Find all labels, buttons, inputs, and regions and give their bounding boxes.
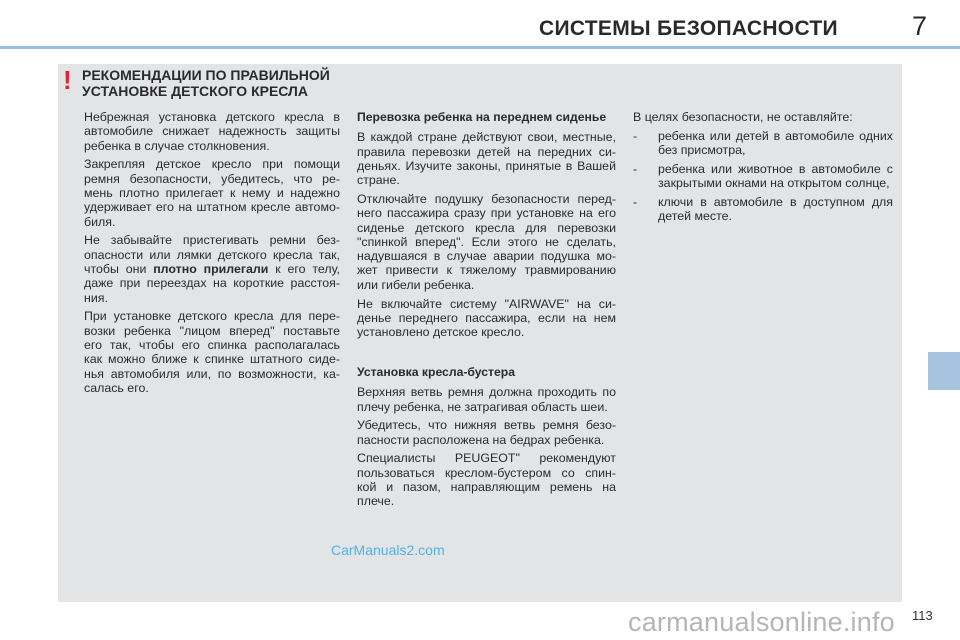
- bullet-dash: -: [633, 161, 638, 176]
- text-line: сиденье детского кресла для перевозки: [357, 220, 616, 235]
- text-line: закрытыми окнами на открытом солнце,: [658, 176, 890, 191]
- chapter-number: 7: [912, 11, 928, 41]
- text-line: без присмотра,: [658, 143, 746, 158]
- text-line: плече.: [357, 494, 395, 509]
- paragraph: [357, 418, 616, 447]
- warning-title-line: УСТАНОВКЕ ДЕТСКОГО КРЕСЛА: [82, 83, 308, 99]
- bullet-dash: -: [633, 194, 638, 209]
- text-line: Не включайте систему "AIRWAVE" на си-: [357, 296, 616, 311]
- heading-booster: Установка кресла-бустера: [357, 364, 516, 379]
- column-3: [633, 110, 893, 228]
- text-line: Небрежная установка детского кресла в: [84, 110, 340, 124]
- text-line: Убедитесь, что нижняя ветвь ремня безо-: [357, 418, 616, 433]
- bullet-item: [633, 162, 893, 191]
- text-line: установлено детское кресло.: [357, 325, 525, 340]
- warning-title: [82, 67, 330, 99]
- safety-bullet-list: [633, 129, 893, 224]
- heading-front-seat: Перевозка ребенка на переднем сиденье: [357, 110, 607, 124]
- bullet-text: [658, 129, 893, 158]
- paragraph: [84, 157, 340, 228]
- text-line: него пассажира сразу при установке на его: [357, 206, 616, 221]
- text-line: Закрепляя детское кресло при помощи: [84, 157, 340, 172]
- watermark-link[interactable]: CarManuals2.com: [331, 542, 445, 558]
- text-line: Верхняя ветвь ремня должна проходить по: [357, 385, 616, 400]
- text-line: деньях. Изучите законы, принятые в Вашей: [357, 158, 616, 173]
- warning-title-line: РЕКОМЕНДАЦИИ ПО ПРАВИЛЬНОЙ: [82, 67, 330, 83]
- safety-intro: В целях безопасности, не оставляйте:: [633, 110, 853, 124]
- front-seat-paragraphs: [357, 130, 616, 339]
- text-line: детей месте.: [658, 209, 732, 224]
- text-line: В каждой стране действуют свои, местные,: [357, 130, 616, 145]
- text-line: Не забывайте пристегивать ремни без-: [84, 233, 340, 248]
- text-line: "спинкой вперед". Если этого не сделать,: [357, 234, 616, 249]
- paragraph: [357, 385, 616, 414]
- text-line: стране.: [357, 173, 400, 188]
- text-line: нья автомобиля или, по возможности, ка-: [84, 366, 340, 381]
- column-1: [84, 110, 340, 400]
- column-2: [357, 110, 616, 513]
- paragraph: [357, 130, 616, 187]
- bullet-text: [658, 195, 893, 224]
- text-line: даже при переездах на короткие расстоя-: [84, 276, 340, 291]
- chapter-title: СИСТЕМЫ БЕЗОПАСНОСТИ: [539, 17, 838, 40]
- text-line: опасности или лямки детского кресла так,: [84, 247, 340, 262]
- bullet-dash: -: [633, 128, 638, 143]
- text-line: При установке детского кресла для пере-: [84, 309, 340, 324]
- header-rule: [0, 46, 960, 49]
- text-line: денье переднего пассажира, если на нем: [357, 310, 616, 325]
- page-number: 113: [912, 608, 933, 623]
- text-line: жет привести к тяжелому травмированию: [357, 263, 616, 278]
- bullet-text: [658, 162, 893, 191]
- text-line: или гибели ребенка.: [357, 277, 475, 292]
- text-line: правила перевозки детей на передних си-: [357, 144, 616, 159]
- bullet-item: [633, 129, 893, 158]
- text-line: ключи в автомобиле в доступном для: [658, 194, 893, 209]
- text-line: ремня безопасности, убедитесь, что ре-: [84, 171, 340, 186]
- text-line: его так, чтобы его спинка располагалась: [84, 337, 340, 352]
- text-line: как можно ближе к спинке штатного сиде-: [84, 352, 340, 367]
- text-line: ребенка или животное в автомобиле с: [658, 161, 893, 176]
- text-line: салась его.: [84, 380, 149, 395]
- text-line: биля.: [84, 214, 116, 229]
- column-1-paragraphs: [84, 110, 340, 395]
- site-watermark: carmanualsonline.info: [628, 607, 895, 637]
- paragraph: [84, 110, 340, 153]
- text-line: надувшаяся в случае аварии подушка мо-: [357, 249, 616, 264]
- text-line: плечу ребенка, не затрагивая область шеи.: [357, 399, 608, 414]
- paragraph: [357, 451, 616, 508]
- booster-paragraphs: [357, 385, 616, 508]
- text-line: Специалисты PEUGEOT" рекомендуют: [357, 451, 616, 466]
- bullet-item: [633, 195, 893, 224]
- text-line: ребенка в случае столкновения.: [84, 138, 270, 153]
- paragraph: [84, 309, 340, 395]
- paragraph: [84, 233, 340, 304]
- chapter-side-tab: [928, 352, 960, 390]
- text-line: автомобиле снижает надежность защиты: [84, 124, 340, 139]
- paragraph: [357, 297, 616, 340]
- paragraph: [357, 192, 616, 292]
- warning-icon: !: [63, 65, 72, 95]
- text-line: удерживает его на штатном кресле автомо-: [84, 200, 340, 215]
- text-line: мень плотно прилегает к нему и надежно: [84, 185, 340, 200]
- text-line: ребенка или детей в автомобиле одних: [658, 128, 893, 143]
- text-line: кой и пазом, направляющим ремень на: [357, 480, 616, 495]
- text-line: возки ребенка "лицом вперед" поставьте: [84, 323, 340, 338]
- text-line: пасности расположена на бедрах ребенка.: [357, 432, 605, 447]
- text-line: пользоваться креслом-бустером со спин-: [357, 465, 616, 480]
- text-line: ния.: [84, 290, 108, 305]
- text-line: Отключайте подушку безопасности перед-: [357, 191, 616, 206]
- text-line: чтобы они плотно прилегали к его телу,: [84, 261, 340, 276]
